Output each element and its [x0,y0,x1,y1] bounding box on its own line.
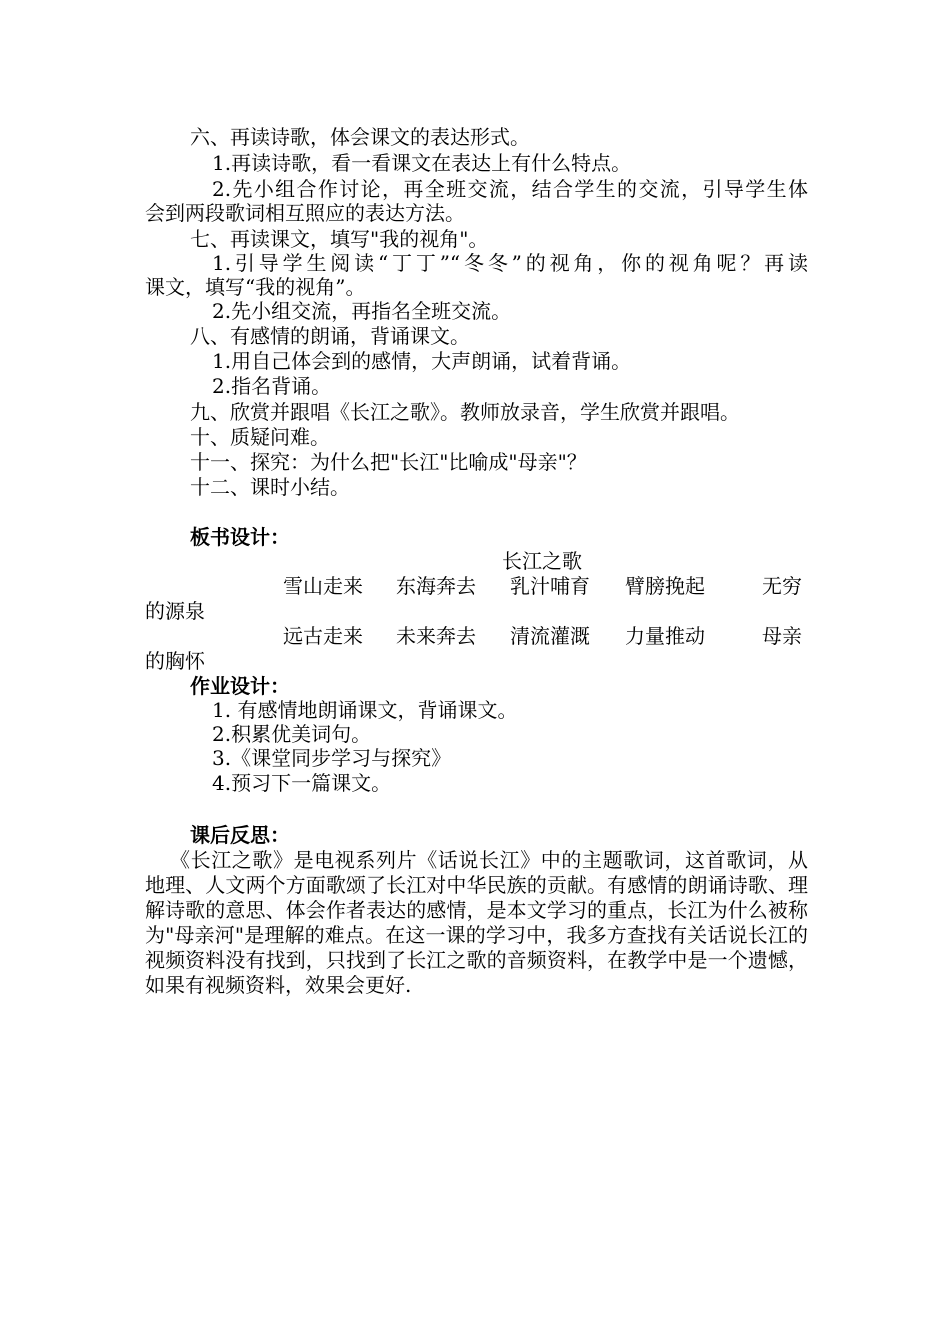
board-row1-cell-3: 乳汁哺育 [510,574,590,598]
section-12-heading: 十二、课时小结。 [190,475,350,499]
section-7-item-1: 1.引导学生阅读“丁丁”“冬冬”的视角，你的视角呢？再读 [212,251,808,275]
board-row2-cell-5: 母亲 [762,624,802,648]
section-8-heading: 八、有感情的朗诵，背诵课文。 [190,324,470,348]
reflection-heading: 课后反思： [190,823,290,847]
homework-heading: 作业设计： [190,674,290,698]
board-row2-cell-2: 未来奔去 [396,624,476,648]
section-8-item-2: 2.指名背诵。 [212,374,332,398]
section-6-item-2: 2.先小组合作讨论，再全班交流，结合学生的交流，引导学生体 [212,177,808,201]
section-10-heading: 十、质疑问难。 [190,425,330,449]
reflection-text: 《长江之歌》是电视系列片《话说长江》中的主题歌词，这首歌词，从地理、人文两个方面歌颂了长江对中华民族的贡献。有感情的朗诵诗歌、理解诗歌的意思、体会作者表达的感情，是本文学习的重点，长江为什么被称为"母亲河"是理解的难点。在这一课的学习中，我多方查找有关话说长江的视频资料没有找到，只找到了长江之歌的音频资料，在教学中是一个遗憾，如果有视频资料，效果会更好. [145,848,808,997]
section-7-item-2: 2.先小组交流，再指名全班交流。 [212,299,512,323]
homework-item-4: 4.预习下一篇课文。 [212,771,392,795]
section-6-heading: 六、再读诗歌，体会课文的表达形式。 [190,125,530,149]
section-7-item-1-cont: 课文，填写“我的视角”。 [145,275,366,299]
board-row1-cell-1: 雪山走来 [283,574,363,598]
homework-item-3: 3.《课堂同步学习与探究》 [212,746,452,770]
section-8-item-1: 1.用自己体会到的感情，大声朗诵，试着背诵。 [212,349,632,373]
board-design-heading: 板书设计： [190,525,290,549]
section-11-heading: 十一、探究：为什么把"长江"比喻成"母亲"？ [190,450,587,474]
board-row2-cell-1: 远古走来 [283,624,363,648]
homework-item-2: 2.积累优美词句。 [212,722,372,746]
board-row1-cell-5: 无穷 [762,574,802,598]
board-row1-cell-4: 臂膀挽起 [625,574,705,598]
board-title: 长江之歌 [502,549,582,573]
board-row2-cell-4: 力量推动 [625,624,705,648]
section-9-heading: 九、欣赏并跟唱《长江之歌》。教师放录音，学生欣赏并跟唱。 [190,400,740,424]
board-row2-cell-3: 清流灌溉 [510,624,590,648]
section-7-heading: 七、再读课文，填写"我的视角"。 [190,227,489,251]
section-6-item-2-cont: 会到两段歌词相互照应的表达方法。 [145,201,465,225]
board-row1-tail: 的源泉 [145,599,205,623]
homework-item-1: 1. 有感情地朗诵课文，背诵课文。 [212,698,518,722]
board-row2-tail: 的胸怀 [145,649,205,673]
section-6-item-1: 1.再读诗歌，看一看课文在表达上有什么特点。 [212,151,632,175]
board-row1-cell-2: 东海奔去 [396,574,476,598]
